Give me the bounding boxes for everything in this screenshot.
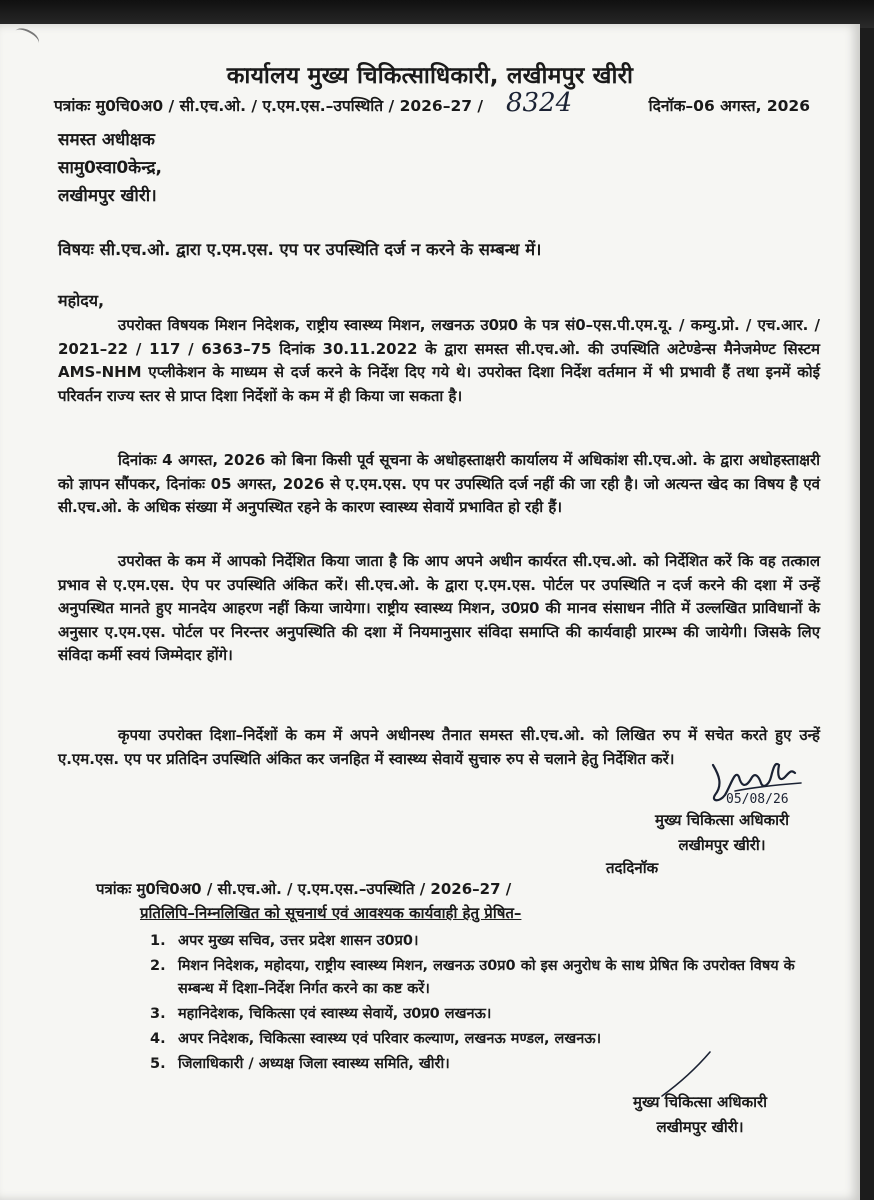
office-title: कार्यालय मुख्य चिकित्साधिकारी, लखीमपुर खीरी [226,63,634,89]
list-number: 5. [150,1056,166,1072]
copy-reference-number: पत्रांकः मु0चि0अ0 / सी.एच.ओ. / ए.एम.एस.–उपस्थिति / 2026–27 / [96,880,512,898]
list-number: 3. [150,1006,166,1022]
list-number: 4. [150,1031,166,1047]
signatory-place: लखीमपुर खीरी। [678,836,766,854]
list-text: अपर मुख्य सचिव, उत्तर प्रदेश शासन उ0प्र0। [178,933,419,949]
list-item [150,1003,830,1026]
list-text: मिशन निदेशक, महोदया, राष्ट्रीय स्वास्थ्य मिशन, लखनऊ उ0प्र0 को इस अनुरोध के साथ प्रेषित कि उपरोक्त विषय के सम्बन्ध में दिशा–निर्देश निर्गत करने का कष्ट करें। [178,958,795,997]
signatory-block-copy [600,1090,800,1140]
addressee-line: समस्त अधीक्षक [58,130,155,150]
addressee-block [58,126,162,210]
letter-date: दिनॉक–06 अगस्त, 2026 [648,97,810,115]
signatory-designation: मुख्य चिकित्सा अधिकारी [654,811,789,829]
signature-date: 05/08/26 [726,792,789,807]
list-number: 2. [150,958,166,974]
body-paragraph: कृपया उपरोक्त दिशा–निर्देशों के कम में अपने अधीनस्थ तैनात समस्त सी.एच.ओ. को लिखित रुप में सचेत करते हुए उन्हें ए.एम.एस. एप पर प्रतिदिन उपस्थिति अंकित कर जनहित में स्वास्थ्य सेवायें सुचारु रुप से चलाने हेतु निर्देशित करें। [58,726,820,768]
copy-to-heading: प्रतिलिपि–निम्नलिखित को सूचनार्थ एवं आवश्यक कार्यवाही हेतु प्रेषित– [140,904,522,922]
list-item [150,1053,830,1076]
signatory-designation: मुख्य चिकित्सा अधिकारी [632,1093,767,1111]
body-paragraph: दिनांकः 4 अगस्त, 2026 को बिना किसी पूर्व सूचना के अधोहस्ताक्षरी कार्यालय में अधिकांश सी.एच.ओ. के द्वारा अधोहस्ताक्षरी को ज्ञापन सौंपकर, दिनांकः 05 अगस्त, 2026 से ए.एम.एस. एप पर उपस्थिति दर्ज नहीं की जा रही है। जो अत्यन्त खेद का विषय है एवं सी.एच.ओ. के अधिक संख्या में अनुपस्थित रहने के कारण स्वास्थ्य सेवायें प्रभावित हो रही हैं। [58,451,820,516]
list-number: 1. [150,933,166,949]
list-item [150,1028,830,1051]
reference-number: पत्रांकः मु0चि0अ0 / सी.एच.ओ. / ए.एम.एस.–उपस्थिति / 2026–27 / [54,97,484,115]
list-text: अपर निदेशक, चिकित्सा स्वास्थ्य एवं परिवार कल्याण, लखनऊ मण्डल, लखनऊ। [178,1031,602,1047]
reference-line [54,88,834,120]
list-text: जिलाधिकारी / अध्यक्ष जिला स्वास्थ्य समिति, खीरी। [178,1056,450,1072]
signatory-block [622,808,822,858]
copy-recipients-list [150,930,830,1078]
addressee-line: सामु0स्वा0केन्द्र, [58,158,162,178]
subject-line: विषयः सी.एच.ओ. द्वारा ए.एम.एस. एप पर उपस्थिति दर्ज न करने के सम्बन्ध में। [58,240,542,259]
list-item [150,930,830,953]
signatory-place: लखीमपुर खीरी। [656,1118,744,1136]
addressee-line: लखीमपुर खीरी। [58,186,157,206]
salutation: महोदय, [58,291,105,310]
body-paragraph: उपरोक्त विषयक मिशन निदेशक, राष्ट्रीय स्वास्थ्य मिशन, लखनऊ उ0प्र0 के पत्र सं0–एस.पी.एम.यू. / कम्यु.प्रो. / एच.आर. / 2021–22 / 117 / 6363–75 दिनांक 30.11.2022 के द्वारा समस्त सी.एच.ओ. की उपस्थिति अटेण्डेन्स मैनेजमेण्ट सिस्टम AMS-NHM एप्लीकेशन के माध्यम से दर्ज करने के निर्देश दिए गये थे। उपरोक्त दिशा निर्देश वर्तमान में भी प्रभावी हैं तथा इनमें कोई परिवर्तन राज्य स्तर से प्राप्त दिशा निर्देशों के कम में ही किया जा सकता है। [58,316,820,405]
handwritten-dispatch-number: 8324 [506,88,573,118]
body-paragraph: उपरोक्त के कम में आपको निर्देशित किया जाता है कि आप अपने अधीन कार्यरत सी.एच.ओ. को निर्देशित करें कि वह तत्काल प्रभाव से ए.एम.एस. ऐप पर उपस्थिति अंकित करें। सी.एच.ओ. के द्वारा ए.एम.एस. पोर्टल पर उपस्थिति न दर्ज करने की दशा में उन्हें अनुपस्थित मानते हुए मानदेय आहरण नहीं किया जायेगा। राष्ट्रीय स्वास्थ्य मिशन, उ0प्र0 की मानव संसाधन नीति में उल्लखित प्राविधानों के अनुसार ए.एम.एस. पोर्टल पर निरन्तर अनुपस्थिति की दशा में नियमानुसार संविदा समाप्ति की कार्यवाही प्रारम्भ की जायेगी। जिसके लिए संविदा कर्मी स्वयं जिम्मेदार होंगे। [58,552,820,664]
list-text: महानिदेशक, चिकित्सा एवं स्वास्थ्य सेवायें, उ0प्र0 लखनऊ। [178,1006,492,1022]
same-date-label: तददिनॉक [606,859,659,877]
list-item [150,955,830,1001]
